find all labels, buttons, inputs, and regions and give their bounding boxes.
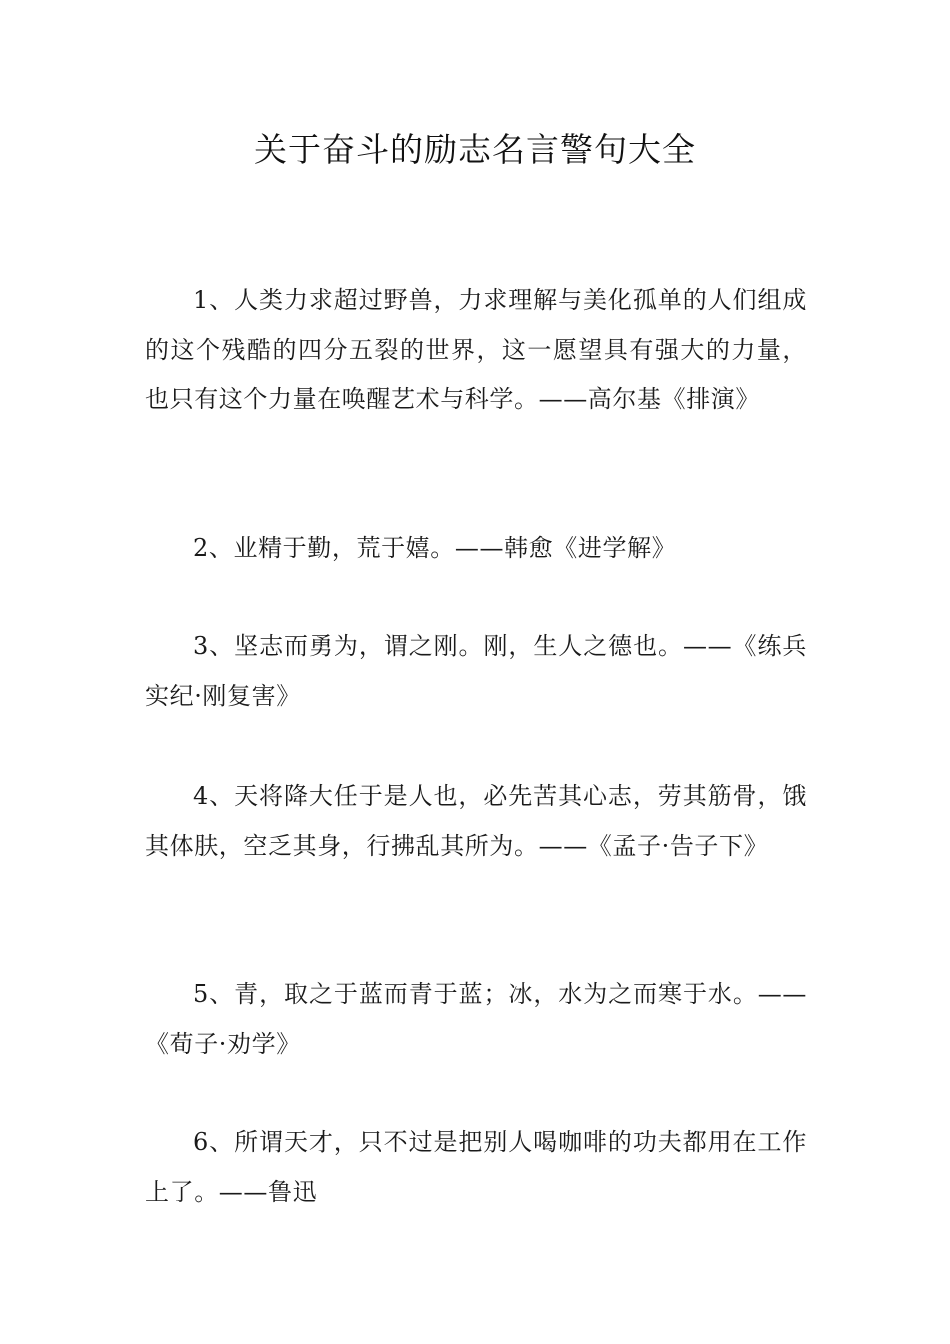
- page-title: 关于奋斗的励志名言警句大全: [254, 130, 696, 169]
- quote-paragraph-3: 3、坚志而勇为，谓之刚。刚，生人之德也。——《练兵实纪·刚复害》: [145, 632, 807, 710]
- quote-paragraph-5: 5、青，取之于蓝而青于蓝；冰，水为之而寒于水。——《荀子·劝学》: [145, 980, 807, 1058]
- quote-paragraph-2: 2、业精于勤，荒于嬉。——韩愈《进学解》: [193, 534, 677, 562]
- quote-paragraph-4: 4、天将降大任于是人也，必先苦其心志，劳其筋骨，饿其体肤，空乏其身，行拂乱其所为。——《孟子·告子下》: [145, 782, 807, 860]
- quote-paragraph-1: 1、人类力求超过野兽，力求理解与美化孤单的人们组成的这个残酷的四分五裂的世界，这一愿望具有强大的力量，也只有这个力量在唤醒艺术与科学。——高尔基《排演》: [145, 286, 807, 413]
- quote-paragraph-6: 6、所谓天才，只不过是把别人喝咖啡的功夫都用在工作上了。——鲁迅: [145, 1128, 807, 1206]
